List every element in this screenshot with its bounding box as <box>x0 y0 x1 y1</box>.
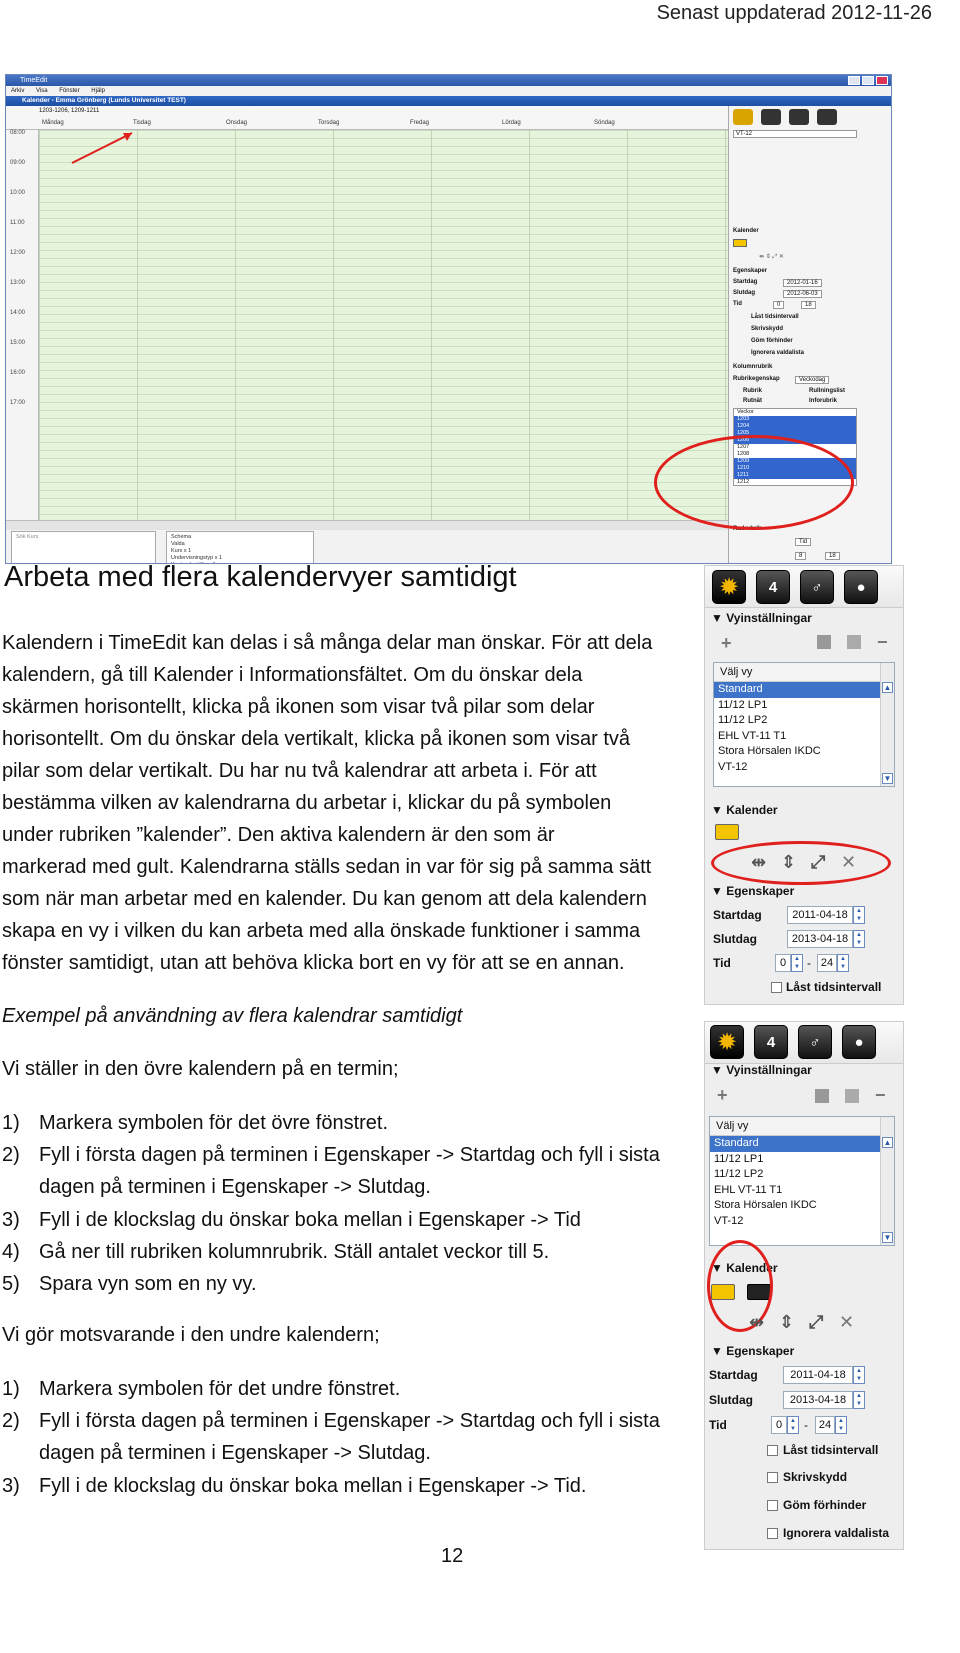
week-item[interactable]: 1210 <box>734 465 856 472</box>
upper-intro: Vi ställer in den övre kalendern på en termin; <box>2 1058 399 1080</box>
time-column <box>6 130 39 520</box>
slutdag-spinner[interactable]: ▲ ▼ <box>853 1391 865 1409</box>
rubrikegenskap-label: Rubrikegenskap <box>733 376 780 382</box>
paragraph-line: pilar som delar vertikalt. Du har nu två kalendrar att arbeta i. För att <box>2 760 597 782</box>
week-item[interactable]: 1208 <box>737 451 750 457</box>
info-panel-1 <box>704 565 904 1005</box>
view-item[interactable]: Stora Hörsalen IKDC <box>714 1199 817 1211</box>
week-item[interactable]: 1211 <box>734 472 856 479</box>
slutdag-spinner[interactable]: ▲ ▼ <box>853 930 865 948</box>
view-list[interactable] <box>713 662 895 787</box>
lower-intro: Vi gör motsvarande i den undre kalendern; <box>2 1324 380 1346</box>
view-item[interactable]: Standard <box>710 1136 894 1152</box>
list-item: 3) Fyll i de klockslag du önskar boka mellan i Egenskaper -> Tid <box>2 1209 581 1231</box>
menu-visa: Visa <box>36 88 48 94</box>
view-item[interactable]: EHL VT-11 T1 <box>714 1183 783 1196</box>
last-tidsintervall-checkbox[interactable] <box>771 982 782 993</box>
red-arrow-icon <box>68 75 148 185</box>
close-split-icon[interactable]: ✕ <box>839 1312 855 1332</box>
section-egenskaper[interactable]: Egenskaper <box>733 268 768 274</box>
check-rullningslist[interactable]: Rullningslist <box>809 388 845 394</box>
tid-to-spinner[interactable]: ▲ ▼ <box>837 954 849 972</box>
time-label: 09:00 <box>10 160 26 166</box>
startdag-field[interactable]: 2011-04-18 <box>787 906 853 924</box>
object-panel <box>6 531 728 564</box>
time-label: 13:00 <box>10 280 26 286</box>
gom-forhinder-checkbox[interactable] <box>767 1500 778 1511</box>
remove-view-icon[interactable]: − <box>875 1085 886 1105</box>
startdag-label: Startdag <box>713 908 762 922</box>
time-label: 11:00 <box>10 220 25 226</box>
view-item[interactable]: 11/12 LP2 <box>714 1168 764 1180</box>
split-icons[interactable]: ⇹ ⇕ ⤢ ✕ <box>759 254 784 260</box>
split-horizontal-icon[interactable]: ⇕ <box>779 1312 795 1332</box>
split-horizontal-icon[interactable]: ⇕ <box>781 852 797 872</box>
view-list-scrollbar[interactable] <box>880 1117 894 1245</box>
timeedit-screenshot <box>5 74 892 564</box>
tid-dash: - <box>807 956 811 970</box>
objects-icon[interactable]: ♂ <box>798 1025 832 1059</box>
tid-from-spinner[interactable]: ▲ ▼ <box>787 1416 799 1434</box>
tid-from-field[interactable]: 0 <box>773 301 784 309</box>
slutdag-label: Slutdag <box>709 1393 753 1407</box>
section-egenskaper[interactable]: ▼ Egenskaper <box>711 1344 795 1358</box>
paragraph-line: kalendern, gå till Kalender i Informationsfältet. Om du önskar dela <box>2 664 583 686</box>
last-tidsintervall-label: Låst tidsintervall <box>786 980 882 994</box>
list-item: 3) Fyll i de klockslag du önskar boka mellan i Egenskaper -> Tid. <box>2 1475 587 1497</box>
view-item[interactable]: 11/12 LP1 <box>718 698 768 711</box>
check-rutnat[interactable]: Rutnät <box>743 398 762 404</box>
list-item[interactable]: Kurs x 1 <box>171 548 192 554</box>
time-label: 14:00 <box>10 310 26 316</box>
rubrikegenskap-select[interactable]: Veckodag <box>795 376 829 384</box>
paragraph-line: bestämma vilken av kalendrarna du arbetar i, klickar du på symbolen <box>2 792 612 814</box>
list-item: 5) Spara vyn som en ny vy. <box>2 1273 257 1295</box>
objects-icon[interactable]: ♂ <box>800 570 834 604</box>
day-friday: Fredag <box>410 120 430 126</box>
gom-forhinder-label: Göm förhinder <box>783 1498 867 1512</box>
save-view-icon[interactable] <box>815 1089 829 1103</box>
valj-vy-header: Välj vy <box>714 663 894 682</box>
info-panel-2 <box>704 1021 904 1550</box>
week-label: 1203-1206, 1209-1211 <box>39 108 100 114</box>
time-label: 10:00 <box>10 190 26 196</box>
list-item: 1) Markera symbolen för det undre fönstret. <box>2 1378 401 1400</box>
expand-icon[interactable]: ⤢ <box>811 852 826 872</box>
tid-label: Tid <box>733 301 742 307</box>
calendar-titlebar: Kalender - Emma Grönberg (Lunds Universitet TEST) <box>6 96 891 106</box>
paragraph-line: horisontellt. Om du önskar dela vertikalt, klicka på ikonen som visar två <box>2 728 631 750</box>
list-item: 2) Fyll i första dagen på terminen i Egenskaper -> Startdag och fyll i sista dagen på terminen i Egenskaper -> Slutdag. <box>2 1144 660 1199</box>
user-icon[interactable]: ● <box>844 570 878 604</box>
check-rubrik[interactable]: Rubrik <box>743 388 763 394</box>
list-item: 2) Fyll i första dagen på terminen i Egenskaper -> Startdag och fyll i sista dagen på terminen i Egenskaper -> Slutdag. <box>2 1410 660 1465</box>
calendar-grid[interactable] <box>39 130 728 520</box>
slutdag-field[interactable]: 2012-06-03 <box>783 290 822 298</box>
time-label: 15:00 <box>10 340 26 346</box>
skrivskydd-checkbox[interactable] <box>767 1472 778 1483</box>
scroll-down-icon[interactable]: ▼ <box>883 1233 892 1242</box>
day-sunday: Söndag <box>594 120 615 126</box>
rubrikegenskap2-select[interactable]: Tid <box>795 538 811 546</box>
view-item[interactable]: Standard <box>714 682 894 698</box>
time-label: 08:00 <box>10 130 26 136</box>
startdag-field[interactable]: 2011-04-18 <box>783 1366 853 1384</box>
gear-icon[interactable]: ✹ <box>710 1025 744 1059</box>
remove-view-icon[interactable]: − <box>877 632 888 652</box>
startdag-label: Startdag <box>733 279 758 285</box>
time-label: 12:00 <box>10 250 26 256</box>
gear-icon[interactable]: ✹ <box>712 570 746 604</box>
split-vertical-icon[interactable]: ⇹ <box>749 1312 765 1332</box>
tid-label: Tid <box>709 1418 727 1432</box>
user-icon[interactable] <box>817 109 837 125</box>
view-list-scrollbar[interactable] <box>880 663 894 786</box>
section-vyinstallningar[interactable]: ▼ Vyinställningar <box>711 611 812 625</box>
search-input[interactable]: Sök Kurs <box>11 531 156 564</box>
last-tidsintervall-label: Låst tidsintervall <box>783 1443 879 1457</box>
startdag-label: Startdag <box>709 1368 758 1382</box>
panel-iconbar <box>705 1022 903 1064</box>
add-view-icon[interactable]: + <box>721 633 732 653</box>
maximize-icon <box>862 76 874 85</box>
slutdag-label: Slutdag <box>713 932 757 946</box>
view-item[interactable]: Stora Hörsalen IKDC <box>718 745 821 757</box>
view-item[interactable]: VT-12 <box>714 1214 744 1227</box>
horizontal-scrollbar[interactable] <box>6 520 728 530</box>
gear-icon[interactable] <box>733 109 753 125</box>
day-tuesday: Tisdag <box>133 120 151 126</box>
slutdag-field[interactable]: 2013-04-18 <box>787 930 853 948</box>
example-heading: Exempel på användning av flera kalendrar samtidigt <box>2 1005 463 1027</box>
last-tidsintervall-checkbox[interactable] <box>767 1445 778 1456</box>
tid-to-field[interactable]: 24 <box>815 1416 835 1434</box>
app-title: TimeEdit <box>20 77 48 84</box>
list-item: 1) Markera symbolen för det övre fönstret. <box>2 1112 389 1134</box>
col-header-valda: Valda <box>171 541 185 547</box>
time-label: 16:00 <box>10 370 26 376</box>
slutdag-label: Slutdag <box>733 290 755 296</box>
list-item[interactable]: Undervisningstyp x 1 <box>171 555 223 561</box>
tid-to-spinner[interactable]: ▲ ▼ <box>835 1416 847 1434</box>
slutdag-field[interactable]: 2013-04-18 <box>783 1391 853 1409</box>
tid-to-field[interactable]: 18 <box>801 301 816 309</box>
view-list[interactable] <box>709 1116 895 1246</box>
day-saturday: Lördag <box>502 120 521 126</box>
highlight-ellipse <box>654 435 854 530</box>
time-label: 17:00 <box>10 400 26 406</box>
view-item[interactable]: EHL VT-11 T1 <box>718 729 787 742</box>
weeks-header: Veckor <box>737 409 754 415</box>
calendar-swatch-yellow[interactable] <box>715 824 739 840</box>
schema-label: Schema <box>171 534 192 540</box>
page-title: Arbeta med flera kalendervyer samtidigt <box>4 561 517 593</box>
scroll-down-icon[interactable]: ▼ <box>883 774 892 783</box>
highlight-ellipse <box>711 841 891 885</box>
expand-icon[interactable]: ⤢ <box>809 1312 824 1332</box>
calendar-icon[interactable]: 4 <box>754 1025 788 1059</box>
close-icon <box>876 76 888 85</box>
paragraph-line: Kalendern i TimeEdit kan delas i så många delar man önskar. För att dela <box>2 632 653 654</box>
copy-view-icon[interactable] <box>845 1089 859 1103</box>
startdag-spinner[interactable]: ▲ ▼ <box>853 1366 865 1384</box>
section-radrubrik[interactable]: Radrubrik <box>733 526 762 532</box>
tid-label: Tid <box>713 956 731 970</box>
tid2-from-field[interactable]: 8 <box>795 552 806 560</box>
day-thursday: Torsdag <box>318 120 340 126</box>
view-item[interactable]: VT-12 <box>718 760 748 773</box>
view-select[interactable]: VT-12 <box>733 130 857 138</box>
paragraph-line: skapa en vy i vilken du kan arbeta med alla önskade funktioner i samma <box>2 920 641 942</box>
check-inforubrik[interactable]: Inforubrik <box>809 398 837 404</box>
section-egenskaper[interactable]: ▼ Egenskaper <box>711 884 795 898</box>
startdag-field[interactable]: 2012-01-16 <box>783 279 822 287</box>
paragraph-line: markerad med gult. Kalendrarna ställs sedan in var för sig på samma sätt <box>2 856 652 878</box>
ignorera-valdalista-checkbox[interactable] <box>767 1528 778 1539</box>
paragraph-line: skärmen horisontellt, klicka på ikonen som visar två pilar som delar <box>2 696 595 718</box>
selected-objects-list <box>166 531 314 564</box>
check-skrivskydd[interactable]: Skrivskydd <box>751 326 784 332</box>
menu-arkiv: Arkiv <box>11 88 25 94</box>
day-wednesday: Onsdag <box>226 120 248 126</box>
section-kalender[interactable]: ▼ Kalender <box>711 1261 778 1275</box>
panel-iconbar <box>705 566 903 608</box>
valj-vy-header: Välj vy <box>710 1117 894 1136</box>
minimize-icon <box>848 76 860 85</box>
header-updated-date: Senast uppdaterad 2012-11-26 <box>656 2 932 24</box>
calendar-icon[interactable] <box>761 109 781 125</box>
add-view-icon[interactable]: + <box>717 1085 728 1105</box>
week-item[interactable]: 1205 <box>734 430 856 437</box>
tid-to-field[interactable]: 24 <box>817 954 837 972</box>
tid2-to-field[interactable]: 18 <box>825 552 840 560</box>
paragraph-line: som när man arbetar med en kalender. Du kan genom att dela kalendern <box>2 888 647 910</box>
week-item[interactable]: 1212 <box>737 479 750 485</box>
check-gom[interactable]: Göm förhinder <box>751 338 793 344</box>
scroll-up-icon[interactable]: ▲ <box>883 683 892 692</box>
week-item[interactable]: 1207 <box>737 444 750 450</box>
week-item[interactable]: 1206 <box>734 437 856 444</box>
paragraph-line: fönster samtidigt, utan att behöva klicka bort en vy för att se en annan. <box>2 952 625 974</box>
window-controls <box>848 76 888 85</box>
day-monday: Måndag <box>42 120 64 126</box>
section-kolumnrubrik[interactable]: Kolumnrubrik <box>733 364 773 370</box>
calendar-swatch-yellow[interactable] <box>733 239 747 247</box>
tid-dash: - <box>804 1418 808 1432</box>
save-view-icon[interactable] <box>817 635 831 649</box>
menu-hjalp: Hjälp <box>91 88 105 94</box>
view-item[interactable]: 11/12 LP2 <box>718 714 768 726</box>
objects-icon[interactable] <box>789 109 809 125</box>
view-item[interactable]: 11/12 LP1 <box>714 1152 764 1165</box>
tid-from-field[interactable]: 0 <box>771 1416 787 1434</box>
sidepanel-iconbar <box>733 109 837 125</box>
copy-view-icon[interactable] <box>847 635 861 649</box>
close-split-icon[interactable]: ✕ <box>841 852 857 872</box>
user-icon[interactable]: ● <box>842 1025 876 1059</box>
startdag-spinner[interactable]: ▲ ▼ <box>853 906 865 924</box>
check-ignorera[interactable]: Ignorera valdalista <box>751 350 805 356</box>
week-item[interactable]: 1203 <box>734 416 856 423</box>
section-kalender[interactable]: Kalender <box>733 228 759 234</box>
ignorera-valdalista-label: Ignorera valdalista <box>783 1526 890 1540</box>
section-kalender[interactable]: ▼ Kalender <box>711 803 778 817</box>
tid-from-spinner[interactable]: ▲ ▼ <box>791 954 803 972</box>
check-last[interactable]: Låst tidsintervall <box>751 314 799 320</box>
list-item: 4) Gå ner till rubriken kolumnrubrik. Ställ antalet veckor till 5. <box>2 1241 550 1263</box>
tid-from-field[interactable]: 0 <box>775 954 791 972</box>
section-vyinstallningar[interactable]: ▼ Vyinställningar <box>711 1063 812 1077</box>
page-number: 12 <box>441 1545 464 1567</box>
skrivskydd-label: Skrivskydd <box>783 1470 848 1484</box>
menu-fonster: Fönster <box>59 88 80 94</box>
week-item[interactable]: 1209 <box>734 458 856 465</box>
paragraph-line: under rubriken ”kalender”. Den aktiva kalendern är den som är <box>2 824 555 846</box>
week-item[interactable]: 1204 <box>734 423 856 430</box>
calendar-icon[interactable]: 4 <box>756 570 790 604</box>
scroll-up-icon[interactable]: ▲ <box>883 1138 892 1147</box>
split-vertical-icon[interactable]: ⇹ <box>751 852 767 872</box>
